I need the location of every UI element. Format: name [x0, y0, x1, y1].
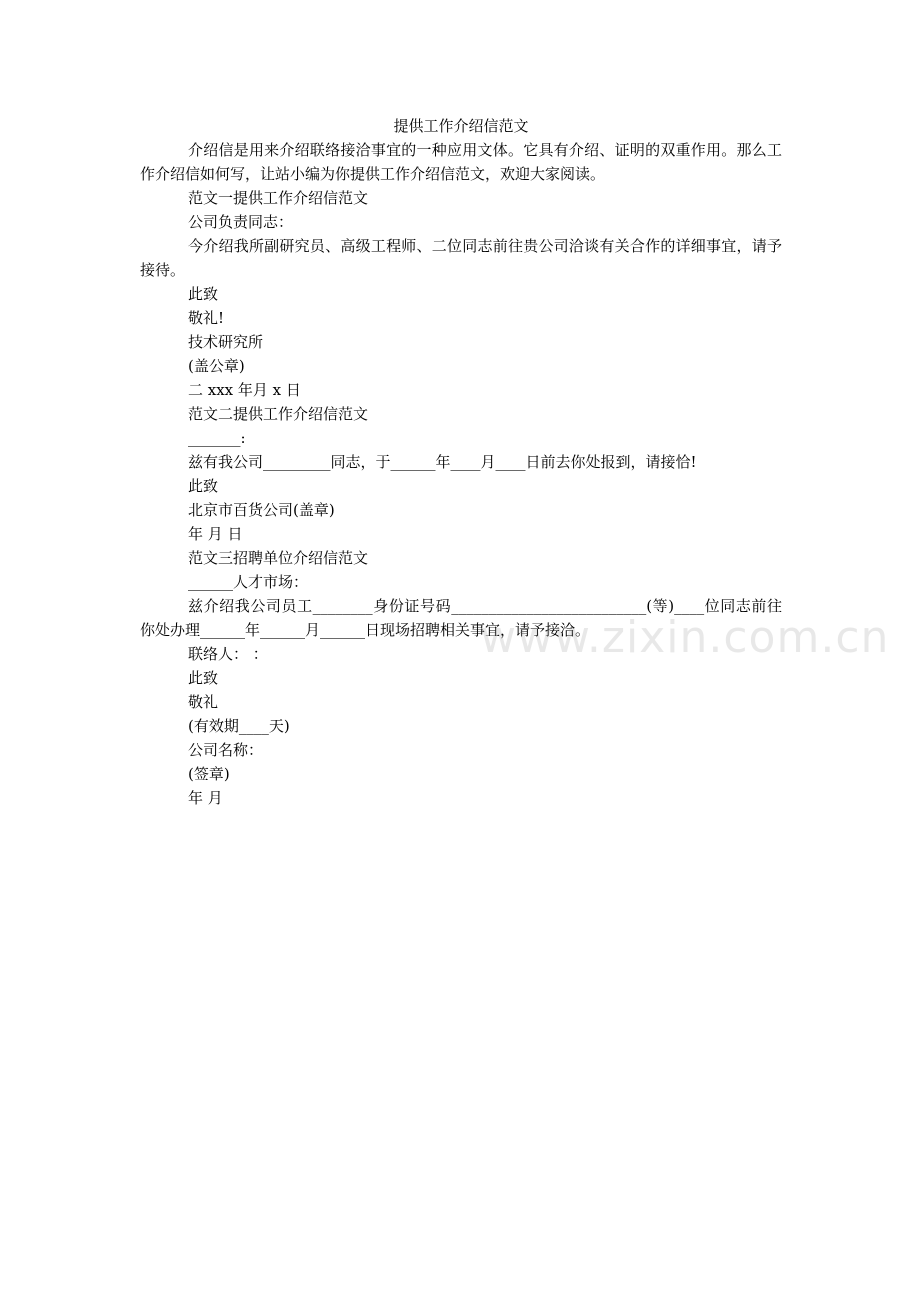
section3-salutation: ______人才市场： — [188, 573, 309, 591]
section1-heading: 范文一提供工作介绍信范文 — [188, 189, 369, 207]
section2-org: 北京市百货公司(盖章) — [188, 501, 335, 519]
section3-body: 兹介绍我公司员工________身份证号码__________________________(等)____位同志前往你处办理______年______月______日现场招聘相关事宜，请予接洽。 — [140, 597, 782, 639]
intro-paragraph: 介绍信是用来介绍联络接洽事宜的一种应用文体。它具有介绍、证明的双重作用。那么工作介绍信如何写，让站小编为你提供工作介绍信范文，欢迎大家阅读。 — [140, 141, 782, 183]
section1-closing-1: 此致 — [188, 285, 219, 303]
section1-org: 技术研究所 — [188, 333, 264, 351]
section2-date: 年 月 日 — [188, 525, 243, 543]
section3-heading: 范文三招聘单位介绍信范文 — [188, 549, 369, 567]
section3-contact: 联络人： ： — [188, 645, 268, 663]
document-title: 提供工作介绍信范文 — [393, 117, 529, 135]
section2-salutation: _______: — [188, 429, 246, 447]
section3-closing-1: 此致 — [188, 669, 219, 687]
section3-date: 年 月 — [188, 789, 223, 807]
section1-closing-2: 敬礼! — [188, 309, 225, 327]
section1-body: 今介绍我所副研究员、高级工程师、二位同志前往贵公司洽谈有关合作的详细事宜，请予接待。 — [140, 237, 782, 279]
section2-body: 兹有我公司_________同志，于______年____月____日前去你处报到，请接恰! — [188, 453, 697, 471]
section1-seal: (盖公章) — [188, 357, 245, 375]
document-page — [140, 114, 782, 810]
section1-salutation: 公司负责同志： — [188, 213, 294, 231]
section2-heading: 范文二提供工作介绍信范文 — [188, 405, 369, 423]
section3-closing-2: 敬礼 — [188, 693, 219, 711]
watermark-text: www.zixin.com.cn — [480, 612, 890, 663]
section2-closing: 此致 — [188, 477, 219, 495]
section3-validity: (有效期____天) — [188, 717, 290, 735]
section1-date: 二 xxx 年月 x 日 — [188, 381, 301, 399]
section3-sign: (签章) — [188, 765, 230, 783]
section3-company: 公司名称： — [188, 741, 264, 759]
